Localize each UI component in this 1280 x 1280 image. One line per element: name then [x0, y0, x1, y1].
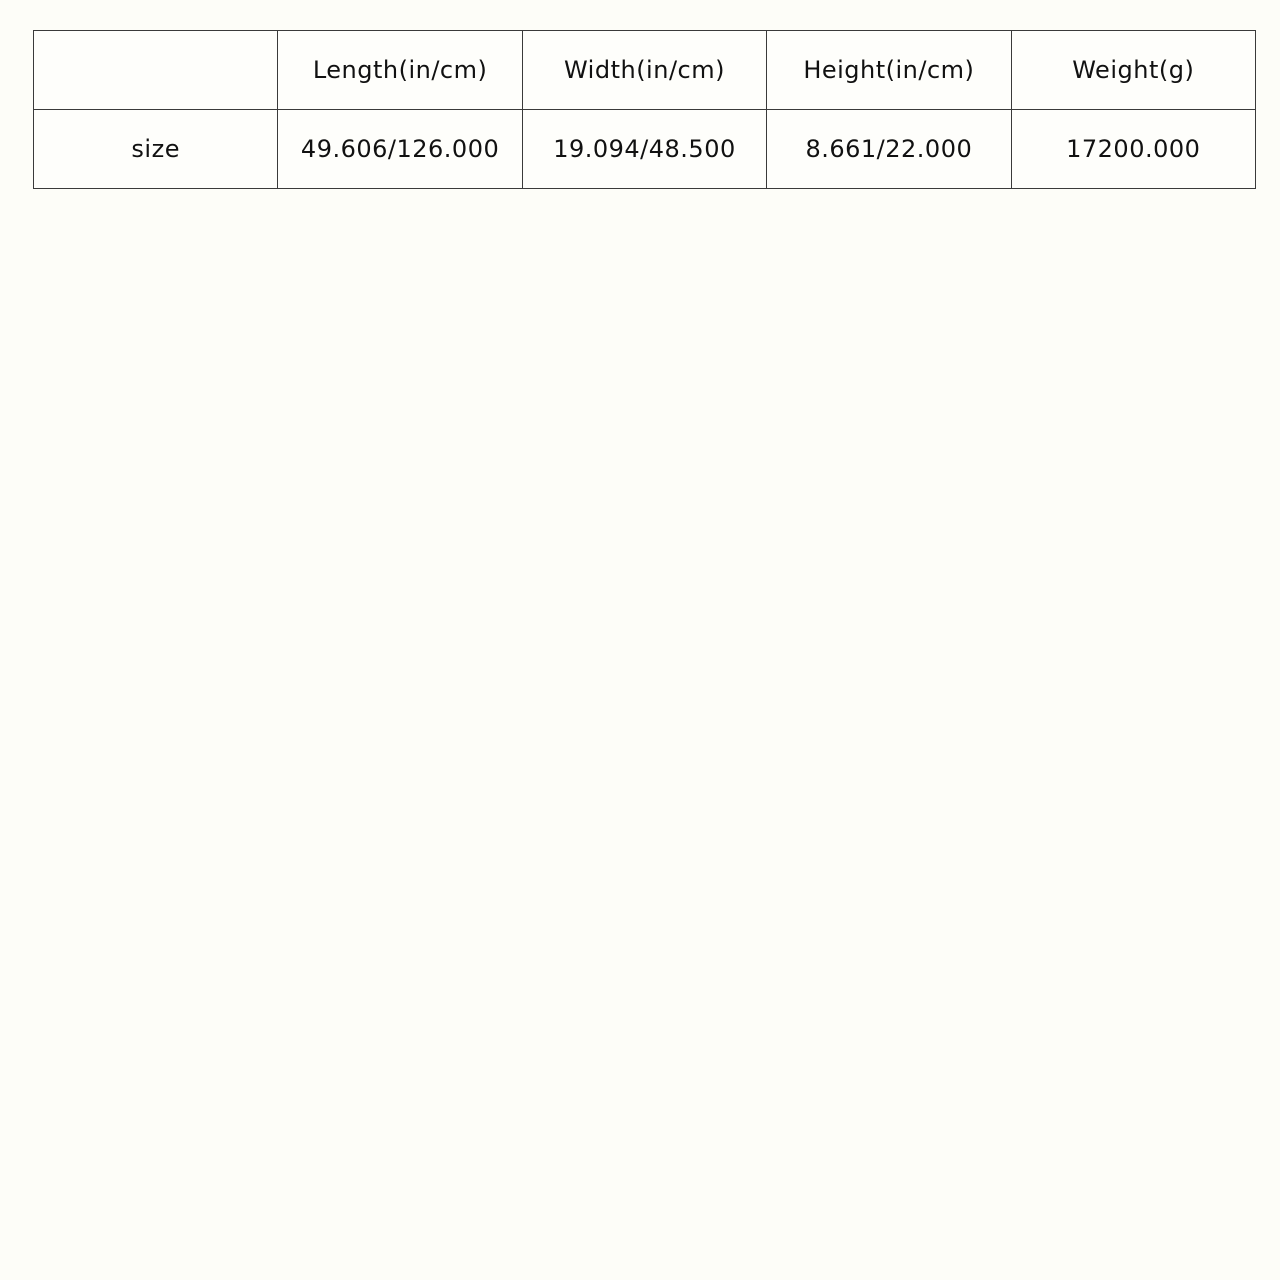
row-label-cell: size	[34, 110, 278, 189]
header-cell-width: Width(in/cm)	[522, 31, 766, 110]
length-value-cell: 49.606/126.000	[278, 110, 522, 189]
table-row	[34, 110, 1256, 189]
table-header-row	[34, 31, 1256, 110]
size-spec-table	[33, 30, 1256, 189]
header-cell-height: Height(in/cm)	[767, 31, 1011, 110]
height-value-cell: 8.661/22.000	[767, 110, 1011, 189]
width-value-cell: 19.094/48.500	[522, 110, 766, 189]
header-cell-weight: Weight(g)	[1011, 31, 1255, 110]
header-cell-length: Length(in/cm)	[278, 31, 522, 110]
weight-value-cell: 17200.000	[1011, 110, 1255, 189]
header-cell-blank	[34, 31, 278, 110]
